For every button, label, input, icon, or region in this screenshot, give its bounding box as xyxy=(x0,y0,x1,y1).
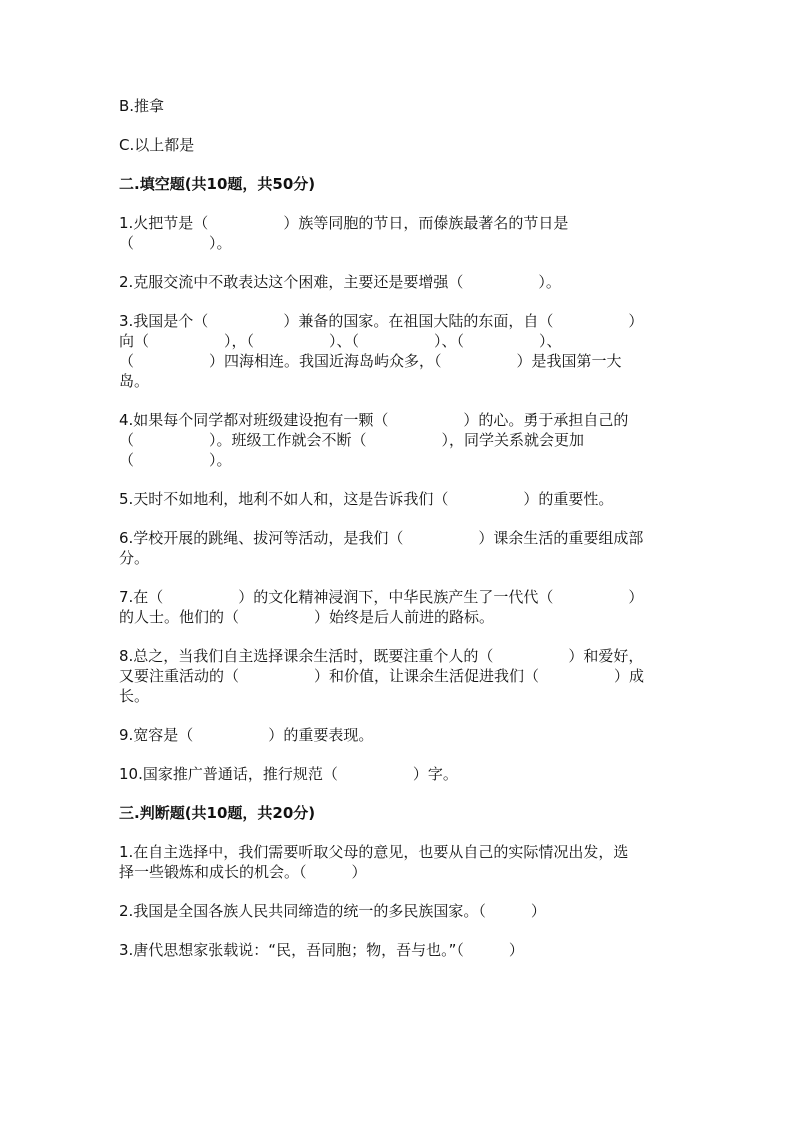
fill-question-line: （ ）。班级工作就会不断（ ），同学关系就会更加 xyxy=(119,431,585,449)
fill-question-list xyxy=(119,213,679,784)
fill-question-line: 6.学校开展的跳绳、拔河等活动，是我们（ ）课余生活的重要组成部 xyxy=(119,529,644,547)
judge-section-heading: 三.判断题(共10题，共20分) xyxy=(119,804,316,822)
judge-question-line: 2.我国是全国各族人民共同缔造的统一的多民族国家。（ ） xyxy=(119,902,546,920)
fill-question-line: （ ）。 xyxy=(119,451,232,469)
document-page xyxy=(119,96,679,979)
fill-question-line: 又要注重活动的（ ）和价值，让课余生活促进我们（ ）成 xyxy=(119,667,645,685)
fill-question-line: 5.天时不如地利，地利不如人和，这是告诉我们（ ）的重要性。 xyxy=(119,490,614,508)
fill-question-line: 7.在（ ）的文化精神浸润下，中华民族产生了一代代（ ） xyxy=(119,588,644,606)
fill-question-line: 2.克服交流中不敢表达这个困难，主要还是要增强（ ）。 xyxy=(119,273,561,291)
fill-question-line: （ ）。 xyxy=(119,234,232,252)
fill-question-4 xyxy=(119,410,679,470)
fill-question-5 xyxy=(119,489,679,509)
fill-question-line: 4.如果每个同学都对班级建设抱有一颗（ ）的心。勇于承担自己的 xyxy=(119,411,629,429)
fill-question-10 xyxy=(119,764,679,784)
option-b: B.推拿 xyxy=(119,97,165,115)
judge-question-line: 择一些锻炼和成长的机会。（ ） xyxy=(119,863,367,881)
fill-question-line: 向（ ），（ ）、（ ）、（ ）、 xyxy=(119,332,562,350)
fill-question-3 xyxy=(119,311,679,391)
fill-question-1 xyxy=(119,213,679,253)
fill-question-line: 8.总之，当我们自主选择课余生活时，既要注重个人的（ ）和爱好， xyxy=(119,647,644,665)
fill-question-line: 长。 xyxy=(119,687,150,705)
fill-question-line: 岛。 xyxy=(119,372,150,390)
fill-question-line: 3.我国是个（ ）兼备的国家。在祖国大陆的东面，自（ ） xyxy=(119,312,644,330)
judge-question-line: 3.唐代思想家张载说：“民，吾同胞；物，吾与也。”（ ） xyxy=(119,941,524,959)
fill-question-line: 1.火把节是（ ）族等同胞的节日，而傣族最著名的节日是 xyxy=(119,214,569,232)
fill-question-2 xyxy=(119,272,679,292)
judge-question-3 xyxy=(119,940,679,960)
option-c: C.以上都是 xyxy=(119,136,195,154)
fill-question-line: 分。 xyxy=(119,549,150,567)
fill-question-line: 10.国家推广普通话，推行规范（ ）字。 xyxy=(119,765,458,783)
fill-question-line: 的人士。他们的（ ）始终是后人前进的路标。 xyxy=(119,608,495,626)
fill-section-heading: 二.填空题(共10题，共50分) xyxy=(119,175,316,193)
fill-question-7 xyxy=(119,587,679,627)
judge-question-line: 1.在自主选择中，我们需要听取父母的意见，也要从自己的实际情况出发，选 xyxy=(119,843,629,861)
fill-question-line: 9.宽容是（ ）的重要表现。 xyxy=(119,726,374,744)
fill-question-9 xyxy=(119,725,679,745)
judge-question-2 xyxy=(119,901,679,921)
fill-question-line: （ ）四海相连。我国近海岛屿众多，（ ）是我国第一大 xyxy=(119,352,622,370)
judge-question-1 xyxy=(119,842,679,882)
judge-question-list xyxy=(119,842,679,960)
fill-question-8 xyxy=(119,646,679,706)
fill-question-6 xyxy=(119,528,679,568)
